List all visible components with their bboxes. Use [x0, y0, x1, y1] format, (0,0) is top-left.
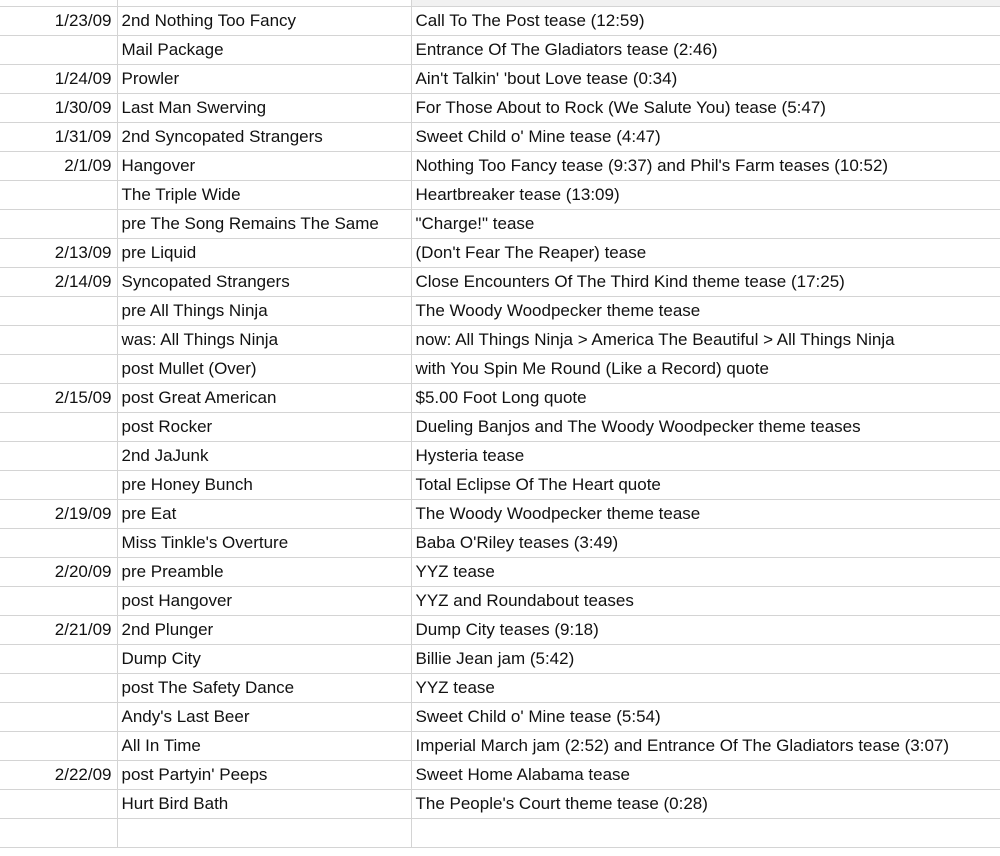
table-row: [0, 500, 1000, 529]
date-cell[interactable]: 2/13/09: [0, 239, 117, 268]
note-cell[interactable]: Hysteria tease: [411, 442, 1000, 471]
table-row: [0, 558, 1000, 587]
date-cell[interactable]: 2/14/09: [0, 268, 117, 297]
song-cell[interactable]: pre Liquid: [117, 239, 411, 268]
song-cell[interactable]: 2nd JaJunk: [117, 442, 411, 471]
empty-date-cell[interactable]: [0, 819, 117, 848]
note-cell[interactable]: Close Encounters Of The Third Kind theme tease (17:25): [411, 268, 1000, 297]
note-cell[interactable]: Nothing Too Fancy tease (9:37) and Phil's Farm teases (10:52): [411, 152, 1000, 181]
song-cell[interactable]: Prowler: [117, 65, 411, 94]
song-cell[interactable]: Syncopated Strangers: [117, 268, 411, 297]
empty-song-cell[interactable]: [117, 819, 411, 848]
date-cell[interactable]: 2/20/09: [0, 558, 117, 587]
table-row: [0, 645, 1000, 674]
empty-row: [0, 819, 1000, 848]
date-cell[interactable]: [0, 181, 117, 210]
date-cell[interactable]: [0, 210, 117, 239]
note-cell[interactable]: Call To The Post tease (12:59): [411, 7, 1000, 36]
note-cell[interactable]: YYZ and Roundabout teases: [411, 587, 1000, 616]
date-cell[interactable]: 1/24/09: [0, 65, 117, 94]
song-cell[interactable]: post Rocker: [117, 413, 411, 442]
note-cell[interactable]: Dueling Banjos and The Woody Woodpecker theme teases: [411, 413, 1000, 442]
table-row: [0, 587, 1000, 616]
table-row: [0, 94, 1000, 123]
note-cell[interactable]: The People's Court theme tease (0:28): [411, 790, 1000, 819]
note-cell[interactable]: Entrance Of The Gladiators tease (2:46): [411, 36, 1000, 65]
note-cell[interactable]: Sweet Home Alabama tease: [411, 761, 1000, 790]
note-cell[interactable]: The Woody Woodpecker theme tease: [411, 500, 1000, 529]
date-cell[interactable]: [0, 413, 117, 442]
note-cell[interactable]: Baba O'Riley teases (3:49): [411, 529, 1000, 558]
empty-note-cell[interactable]: [411, 819, 1000, 848]
date-cell[interactable]: 2/19/09: [0, 500, 117, 529]
date-cell[interactable]: [0, 732, 117, 761]
song-cell[interactable]: All In Time: [117, 732, 411, 761]
note-cell[interactable]: Sweet Child o' Mine tease (5:54): [411, 703, 1000, 732]
song-cell[interactable]: Hangover: [117, 152, 411, 181]
table-row: [0, 529, 1000, 558]
song-cell[interactable]: Mail Package: [117, 36, 411, 65]
note-cell[interactable]: Ain't Talkin' 'bout Love tease (0:34): [411, 65, 1000, 94]
date-cell[interactable]: 1/30/09: [0, 94, 117, 123]
song-cell[interactable]: 2nd Nothing Too Fancy: [117, 7, 411, 36]
table-row: [0, 65, 1000, 94]
song-cell[interactable]: pre Eat: [117, 500, 411, 529]
song-cell[interactable]: post Hangover: [117, 587, 411, 616]
note-cell[interactable]: Heartbreaker tease (13:09): [411, 181, 1000, 210]
song-cell[interactable]: Hurt Bird Bath: [117, 790, 411, 819]
note-cell[interactable]: YYZ tease: [411, 558, 1000, 587]
date-cell[interactable]: 2/21/09: [0, 616, 117, 645]
date-cell[interactable]: [0, 326, 117, 355]
date-cell[interactable]: 2/1/09: [0, 152, 117, 181]
note-cell[interactable]: $5.00 Foot Long quote: [411, 384, 1000, 413]
table-row: [0, 297, 1000, 326]
date-cell[interactable]: [0, 355, 117, 384]
date-cell[interactable]: [0, 36, 117, 65]
table-row: [0, 471, 1000, 500]
note-cell[interactable]: Billie Jean jam (5:42): [411, 645, 1000, 674]
table-row: [0, 7, 1000, 36]
song-cell[interactable]: 2nd Plunger: [117, 616, 411, 645]
table-row: [0, 326, 1000, 355]
table-row: [0, 703, 1000, 732]
song-cell[interactable]: Last Man Swerving: [117, 94, 411, 123]
date-cell[interactable]: [0, 529, 117, 558]
table-row: [0, 790, 1000, 819]
table-row: [0, 355, 1000, 384]
note-cell[interactable]: with You Spin Me Round (Like a Record) quote: [411, 355, 1000, 384]
date-cell[interactable]: [0, 703, 117, 732]
table-row: [0, 36, 1000, 65]
note-cell[interactable]: Total Eclipse Of The Heart quote: [411, 471, 1000, 500]
song-cell[interactable]: Andy's Last Beer: [117, 703, 411, 732]
date-cell[interactable]: [0, 645, 117, 674]
table-row: [0, 761, 1000, 790]
song-cell[interactable]: post Great American: [117, 384, 411, 413]
song-cell[interactable]: post The Safety Dance: [117, 674, 411, 703]
song-cell[interactable]: pre The Song Remains The Same: [117, 210, 411, 239]
date-cell[interactable]: 2/15/09: [0, 384, 117, 413]
date-cell[interactable]: [0, 587, 117, 616]
table-row: [0, 268, 1000, 297]
date-cell[interactable]: [0, 442, 117, 471]
song-cell[interactable]: post Mullet (Over): [117, 355, 411, 384]
date-cell[interactable]: 1/23/09: [0, 7, 117, 36]
table-row: [0, 152, 1000, 181]
date-cell[interactable]: [0, 471, 117, 500]
table-row: [0, 210, 1000, 239]
note-cell[interactable]: (Don't Fear The Reaper) tease: [411, 239, 1000, 268]
date-cell[interactable]: 1/31/09: [0, 123, 117, 152]
note-cell[interactable]: Sweet Child o' Mine tease (4:47): [411, 123, 1000, 152]
note-cell[interactable]: Imperial March jam (2:52) and Entrance Of The Gladiators tease (3:07): [411, 732, 1000, 761]
song-cell[interactable]: 2nd Syncopated Strangers: [117, 123, 411, 152]
note-cell[interactable]: "Charge!" tease: [411, 210, 1000, 239]
date-cell[interactable]: [0, 674, 117, 703]
table-row: [0, 442, 1000, 471]
note-cell[interactable]: The Woody Woodpecker theme tease: [411, 297, 1000, 326]
note-cell[interactable]: now: All Things Ninja > America The Beautiful > All Things Ninja: [411, 326, 1000, 355]
song-cell[interactable]: The Triple Wide: [117, 181, 411, 210]
note-cell[interactable]: For Those About to Rock (We Salute You) tease (5:47): [411, 94, 1000, 123]
song-cell[interactable]: Miss Tinkle's Overture: [117, 529, 411, 558]
note-cell[interactable]: YYZ tease: [411, 674, 1000, 703]
song-cell[interactable]: post Partyin' Peeps: [117, 761, 411, 790]
table-row: [0, 674, 1000, 703]
table-row: [0, 413, 1000, 442]
table-row: [0, 239, 1000, 268]
date-cell[interactable]: 2/22/09: [0, 761, 117, 790]
date-cell[interactable]: [0, 297, 117, 326]
song-cell[interactable]: pre Honey Bunch: [117, 471, 411, 500]
table-row: [0, 616, 1000, 645]
table-row: [0, 732, 1000, 761]
table-row: [0, 123, 1000, 152]
song-cell[interactable]: was: All Things Ninja: [117, 326, 411, 355]
song-cell[interactable]: pre All Things Ninja: [117, 297, 411, 326]
song-cell[interactable]: Dump City: [117, 645, 411, 674]
date-cell[interactable]: [0, 790, 117, 819]
table-row: [0, 384, 1000, 413]
table-row: [0, 181, 1000, 210]
song-cell[interactable]: pre Preamble: [117, 558, 411, 587]
note-cell[interactable]: Dump City teases (9:18): [411, 616, 1000, 645]
